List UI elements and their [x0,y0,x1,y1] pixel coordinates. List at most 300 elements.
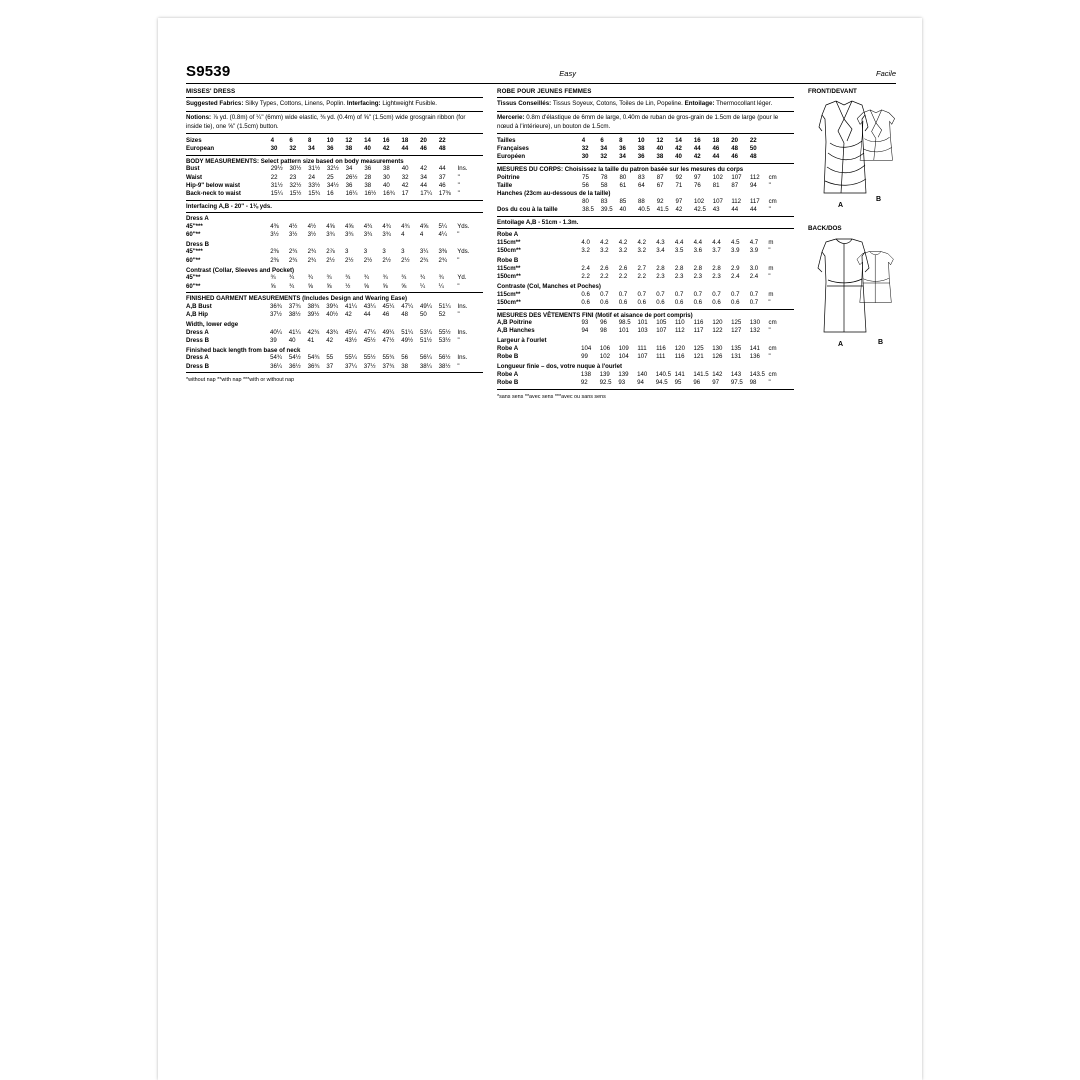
value-cell: 78 [600,173,608,181]
table-row [186,136,483,144]
size-cell: 36 [637,153,645,161]
size-cell: 42 [382,145,390,153]
value-cell: 2.4 [581,264,590,272]
size-cell: 18 [712,136,720,144]
value-cell: 96 [693,379,701,387]
value-cell: 97 [675,198,683,206]
value-cell: 122 [712,327,723,335]
value-cell: 56 [582,181,589,189]
value-cell: 92 [675,173,683,181]
value-cell: 76 [693,181,701,189]
value-cell: 135 [731,344,742,352]
value-cell: 44 [731,206,739,214]
unit-cell [769,136,794,144]
value-cell: 16 [326,189,334,197]
value-cell: 29½ [270,165,283,173]
french-finished-measurements [497,319,794,335]
front-view-label: FRONT/DEVANT [808,88,857,95]
value-cell: 116 [693,319,704,327]
value-cell: 83 [600,198,608,206]
row-label: 60"** [186,256,201,264]
value-cell: 42 [326,336,333,344]
notions-text-en: ⅞ yd. (0.8m) of ¼" (6mm) wide elastic, ⅜ yd. (0.4m) of ⅝" (1.5cm) wide grosgrain ribbon (for inside tie), one ⅝" (1.5cm) button. [186,113,466,130]
value-cell: 116 [674,353,685,361]
sheet-header [186,63,896,84]
value-cell: 94.5 [655,379,668,387]
size-cell: 4 [581,136,586,144]
row-label: Waist [186,173,203,181]
value-cell: 32½ [326,165,339,173]
value-cell: 38½ [438,362,451,370]
value-cell: 43¼ [363,302,376,310]
row-label: 60"** [186,230,201,238]
value-cell: 37 [438,173,446,181]
size-cell: 12 [345,136,353,144]
unit-cell [769,145,794,153]
size-cell: 4 [270,136,275,144]
french-size-table [497,136,794,161]
divider [497,309,794,310]
unit-cell [458,145,484,153]
table-row [186,310,483,318]
interfacing-text-fr: Thermocollant léger. [716,100,773,107]
value-cell: 17⅜ [438,189,451,197]
value-cell: 4½ [307,222,317,230]
row-label: A,B Poitrine [497,319,532,327]
back-line-drawings [808,234,896,364]
value-cell: 42 [345,310,352,318]
divider [186,155,483,156]
value-cell: ¾ [289,274,295,282]
finished-title-fr: MESURES DES VÊTEMENTS FINI (Motif et aisance de port compris) [497,311,693,319]
size-cell: 22 [438,136,446,144]
value-cell: 3½ [307,230,317,238]
value-cell: 0.6 [731,298,740,306]
size-cell: 8 [619,136,623,144]
row-label: 115cm** [497,290,521,298]
value-cell: 2.8 [656,264,665,272]
value-cell: 117 [749,198,760,206]
size-cell: 46 [420,145,427,153]
value-cell: 41.5 [656,206,669,214]
unit-cell [769,153,794,161]
value-cell: 32½ [289,181,302,189]
value-cell: 4⅝ [419,222,429,230]
size-cell: 44 [401,145,409,153]
size-cell: 30 [581,153,589,161]
back-view-label: BACK/DOS [808,225,842,232]
value-cell: ½ [345,282,351,290]
value-cell: 87 [656,173,664,181]
group-title: Robe A [497,231,519,239]
value-cell: 56½ [438,354,451,362]
value-cell: 36 [364,165,372,173]
english-yardage-contrast [186,267,483,290]
unit-cell: Ins. [457,302,468,310]
eu-sizes-label: Européen [497,153,526,161]
size-cell: 48 [438,145,446,153]
value-cell: 4.2 [637,238,646,246]
value-cell: ¾ [289,282,295,290]
unit-cell: " [457,256,460,264]
value-cell: 30 [383,173,390,181]
value-cell: ⅝ [363,282,369,290]
table-row [186,274,483,282]
value-cell: 37½ [363,362,376,370]
back-view-a-letter: A [838,341,844,348]
value-cell: 2¾ [288,248,298,256]
english-yardage-dress-b [186,241,483,264]
french-yardage-robe-b [497,257,794,280]
unit-cell: cm [768,173,777,181]
value-cell: 3.2 [581,247,590,255]
notions-text-fr: 0.8m d'élastique de 6mm de large, 0.40m de ruban de gros-grain de 1.5cm de large (pour le nœud à l'intérieure), un bouton de 1.5cm. [497,113,779,130]
value-cell: 130 [749,319,760,327]
yardage-table [497,238,794,254]
unit-cell: " [457,230,460,238]
value-cell: 92.5 [599,379,612,387]
table-row [497,298,794,306]
size-cell: 10 [326,136,334,144]
value-cell: 0.6 [600,298,609,306]
value-cell: ¾ [382,274,388,282]
size-cell: 44 [693,145,701,153]
value-cell: 130 [712,344,723,352]
unit-cell: Yds. [457,248,470,256]
size-cell: 12 [656,136,664,144]
size-cell: 38 [637,145,645,153]
value-cell: 4.4 [712,238,721,246]
unit-cell: cm [768,319,777,327]
value-cell: 116 [656,344,666,352]
row-label: Dress A [186,328,209,336]
backlength-title-fr: Longueur finie – dos, votre nuque à l'ourlet [497,363,623,371]
size-cell: 34 [600,145,608,153]
unit-cell: " [768,181,771,189]
value-cell: 2¾ [307,256,317,264]
unit-cell: cm [768,370,777,378]
body-measurements-title-en: BODY MEASUREMENTS: Select pattern size based on body measurements [186,157,404,165]
value-cell: 2.2 [618,273,628,281]
value-cell: 97 [693,173,701,181]
pattern-instruction-sheet [186,63,896,400]
size-cell: 10 [637,136,645,144]
unit-cell: cm [768,344,777,352]
value-cell: 4.3 [656,238,665,246]
unit-cell: " [768,247,771,255]
value-cell: 93 [581,319,589,327]
unit-cell: m [768,290,774,298]
value-cell: 2¾ [307,248,317,256]
table-row [186,189,483,197]
table-row [497,173,794,181]
value-cell: 92 [580,379,588,387]
value-cell: 58 [600,181,608,189]
value-cell: 3¼ [419,248,429,256]
yardage-table [186,222,483,238]
value-cell: 43¾ [326,328,339,336]
value-cell: 3½ [288,230,298,238]
unit-cell: " [457,336,460,344]
group-title: Dress B [186,240,210,248]
size-cell: 32 [289,145,297,153]
table-row [497,206,794,214]
value-cell: 37¾ [382,362,395,370]
size-cell: 34 [619,153,626,161]
yardage-table [186,274,483,290]
size-cell: 14 [364,136,371,144]
unit-cell: " [768,273,771,281]
value-cell: 38 [383,165,390,173]
divider [186,111,483,112]
value-cell: 140.5 [655,370,672,378]
row-label: 115cm** [497,238,521,246]
value-cell: 4¾ [401,222,410,230]
english-notions [186,114,483,132]
value-cell: 112 [749,173,760,181]
value-cell: 38¾ [307,302,320,310]
value-cell: 43½ [344,336,357,344]
value-cell: 45¼ [344,328,357,336]
value-cell: 3.2 [600,247,609,255]
value-cell: 44 [749,206,757,214]
unit-cell [458,136,484,144]
row-label: 45"*** [186,222,203,230]
front-views [808,97,896,217]
french-column [497,88,794,400]
size-cell: 6 [600,136,604,144]
value-cell: 39¾ [326,302,339,310]
value-cell: 2.8 [674,264,684,272]
unit-cell: Ins. [457,354,468,362]
value-cell: 4¾ [382,222,391,230]
value-cell: 31½ [270,181,283,189]
value-cell: 40.5 [638,206,650,214]
value-cell: 4.4 [693,238,703,246]
size-cell: 34 [308,145,315,153]
value-cell: 42 [675,206,683,214]
pattern-envelope-page [158,18,922,1080]
unit-cell: " [768,379,771,387]
notions-label-fr: Mercerie: [497,113,525,121]
english-size-table [186,136,483,152]
unit-cell: " [768,327,771,335]
value-cell: 102 [693,198,705,206]
unit-cell: Ins. [457,328,468,336]
size-cell: 14 [675,136,682,144]
size-cell: 48 [749,153,757,161]
value-cell: 36½ [288,362,301,370]
value-cell: ⅝ [401,282,407,290]
value-cell: 3.5 [674,247,684,255]
value-cell: 37¾ [288,302,301,310]
value-cell: 16½ [364,189,377,197]
divider [497,389,794,390]
row-label: A,B Bust [186,302,212,310]
footnote-en: *without nap **with nap ***with or without nap [186,377,295,384]
value-cell: 3.2 [637,247,646,255]
value-cell: 23 [289,173,297,181]
value-cell: 0.7 [600,290,609,298]
value-cell: 92 [656,198,664,206]
value-cell: 61 [619,181,627,189]
table-row [186,282,483,290]
content-columns [186,88,896,400]
value-cell: 37½ [270,310,282,318]
value-cell: 5¼ [438,222,447,230]
value-cell: 2½ [382,256,391,264]
table-row [497,238,794,246]
value-cell: 2¾ [288,256,298,264]
divider [186,97,483,98]
value-cell: 101 [637,319,648,327]
value-cell: 43 [712,206,720,214]
value-cell: 131 [731,353,742,361]
table-row [497,327,794,335]
value-cell: 42 [401,181,409,189]
value-cell: 53½ [438,336,451,344]
notions-label-en: Notions: [186,113,212,121]
size-cell: 46 [731,153,738,161]
value-cell: 94 [581,327,589,335]
value-cell: 3¾ [326,230,335,238]
value-cell: 75 [582,173,589,181]
value-cell: 140 [637,370,648,378]
table-row [497,181,794,189]
value-cell: 54¾ [307,354,320,362]
value-cell: 4⅝ [326,222,335,230]
value-cell: 3¾ [363,230,373,238]
value-cell: 2.7 [637,264,646,272]
value-cell: 110 [674,319,685,327]
value-cell: 42.5 [693,206,706,214]
value-cell: 40½ [326,310,339,318]
table-row [497,370,794,378]
value-cell: 3.9 [731,247,740,255]
value-cell: 54½ [288,354,301,362]
value-cell: 117 [693,327,704,335]
difficulty-french: Facile [875,69,896,78]
row-label: 150cm** [497,247,521,255]
value-cell: 51¼ [401,328,414,336]
table-row [186,302,483,310]
illustrations-column [808,88,896,400]
size-cell: 50 [749,145,757,153]
value-cell: 99 [581,353,588,361]
value-cell: 0.7 [618,290,628,298]
value-cell: 2.2 [637,273,646,281]
value-cell: 15¾ [308,189,321,197]
value-cell: 3 [345,248,349,256]
value-cell: 67 [656,181,664,189]
size-cell: 42 [693,153,701,161]
value-cell: 107 [656,327,667,335]
value-cell: 94 [749,181,757,189]
value-cell: 4.7 [749,238,759,246]
value-cell: 2.6 [618,264,628,272]
value-cell: 25 [326,173,334,181]
value-cell: 41¼ [288,328,301,336]
value-cell: ⅝ [326,282,332,290]
french-title: ROBE POUR JEUNES FEMMES [497,88,592,95]
size-cell: 32 [600,153,608,161]
row-label: Bust [186,165,200,173]
value-cell: 64 [638,181,645,189]
size-cell: 20 [420,136,427,144]
value-cell: 4½ [288,222,298,230]
value-cell: 111 [637,344,647,352]
row-label: Taille [497,181,513,189]
value-cell: 54¾ [270,354,282,362]
value-cell: 40 [288,336,296,344]
english-body-measurements [186,165,483,198]
front-view-a-letter: A [838,202,844,209]
size-cell: 36 [326,145,334,153]
english-title: MISSES' DRESS [186,88,236,95]
value-cell: 80 [619,173,627,181]
value-cell: 2⅜ [270,248,279,256]
value-cell: 2.3 [693,273,703,281]
value-cell: 136 [749,353,760,361]
value-cell: 44 [420,181,427,189]
value-cell: 4 [419,230,424,238]
value-cell: 32 [401,173,409,181]
value-cell: 34 [420,173,427,181]
value-cell: 39.5 [600,206,613,214]
unit-cell: " [457,310,460,318]
value-cell: 38 [364,181,372,189]
divider [497,228,794,229]
finished-title-en: FINISHED GARMENT MEASUREMENTS (Includes Design and Wearing Ease) [186,295,407,303]
value-cell: 0.6 [656,298,665,306]
size-cell: 46 [712,145,720,153]
size-cell: 6 [289,136,293,144]
value-cell: 101 [618,327,629,335]
value-cell: 125 [693,344,704,352]
value-cell: 33½ [308,181,321,189]
value-cell: 4¼ [438,230,447,238]
value-cell: 2¾ [438,256,447,264]
value-cell: 2⅞ [326,248,335,256]
french-yardage-robe-a [497,231,794,254]
row-label: Dress A [186,354,209,362]
row-label: Robe A [497,370,519,378]
value-cell: 2⅜ [270,256,279,264]
value-cell: 28 [364,173,372,181]
value-cell: 132 [749,327,760,335]
unit-cell: m [768,264,774,272]
value-cell: 16¼ [345,189,358,197]
body-measurements-title-fr: MESURES DU CORPS: Choisissez la taille du patron basée sur les mesures du corps [497,165,744,173]
size-cell: 38 [345,145,353,153]
value-cell: 2.3 [674,273,684,281]
value-cell: 98.5 [618,319,631,327]
size-cell: 8 [308,136,312,144]
value-cell: 102 [712,173,723,181]
interfacing-spec-en: Interfacing A,B - 20" - 1⅜ yds. [186,202,272,210]
row-label [497,198,582,206]
value-cell: 50 [420,310,427,318]
size-cell: 40 [675,153,682,161]
value-cell: 0.6 [618,298,628,306]
table-row [186,181,483,189]
value-cell: 47¼ [363,328,376,336]
row-label: Poitrine [497,173,520,181]
value-cell: 15½ [289,189,302,197]
size-cell: 42 [675,145,682,153]
table-row [497,153,794,161]
sizes-label-fr: Tailles [497,136,516,144]
